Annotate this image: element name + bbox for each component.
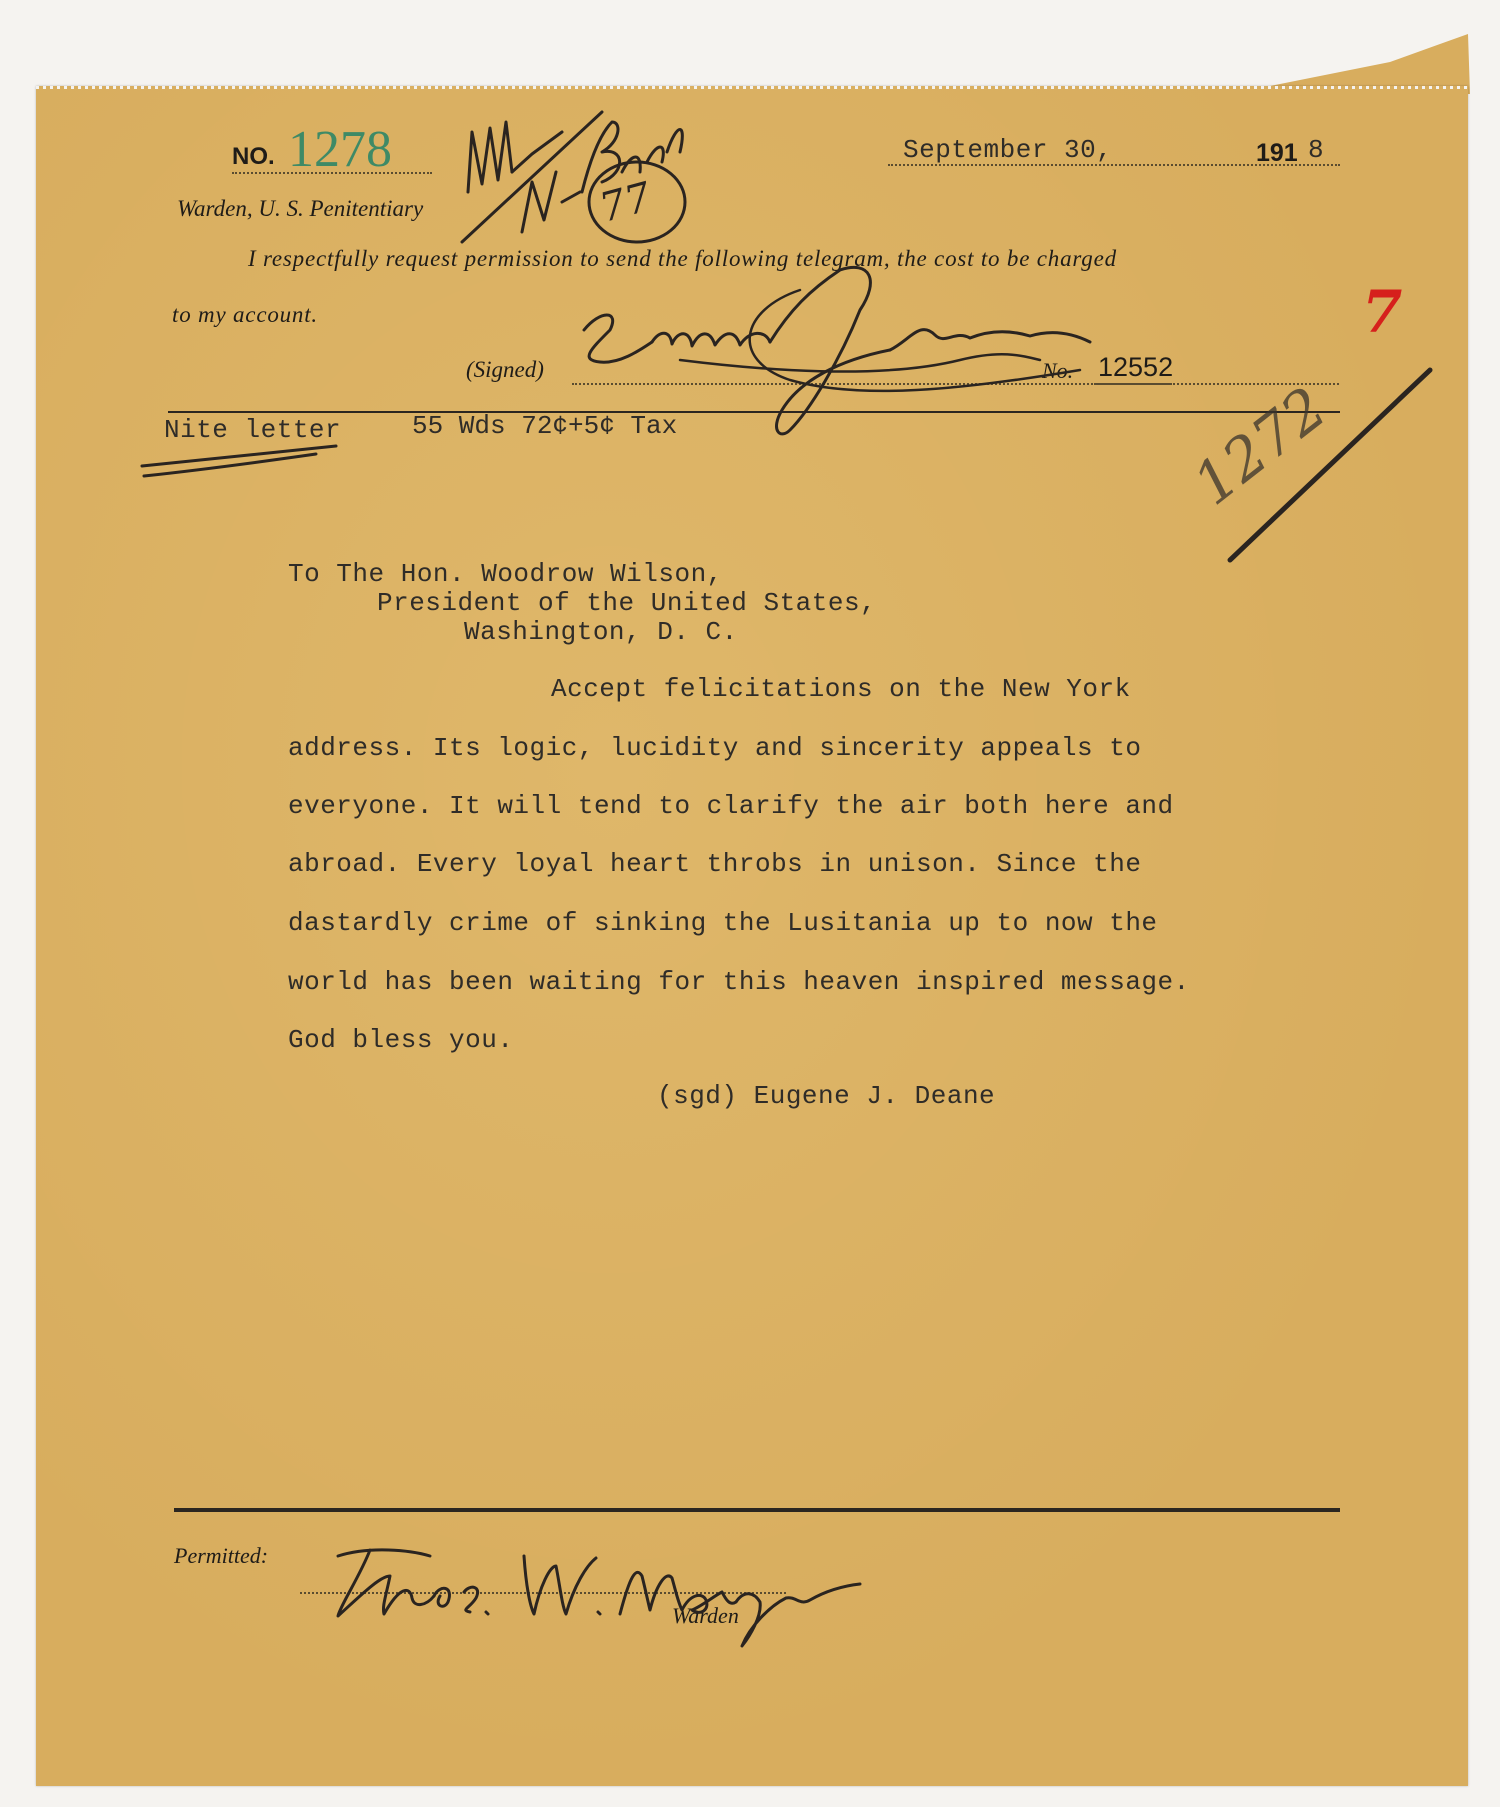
signed-label: (Signed) [466,357,544,382]
handwritten-margin-initials [452,92,712,252]
body-line-5: dastardly crime of sinking the Lusitania up to now the [288,908,1158,938]
address-line-3: Washington, D. C. [464,617,738,647]
form-date: September 30, [903,135,1113,165]
address-line-2: President of the United States, [377,588,877,618]
number-dotted-line [232,172,432,174]
body-line-3: everyone. It will tend to clarify the air both here and [288,791,1174,821]
request-line-2: to my account. [172,302,318,327]
permitted-label: Permitted: [174,1543,269,1568]
handwritten-red-mark: 7 [1362,278,1403,346]
body-line-4: abroad. Every loyal heart throbs in unison. Since the [288,849,1142,879]
warden-label: Warden [672,1603,739,1628]
body-line-2: address. Its logic, lucidity and sincerity appeals to [288,733,1142,763]
request-line-1: I respectfully request permission to send the following telegram, the cost to be charged [248,246,1117,271]
telegram-type: Nite letter [164,415,342,445]
form-number-label: NO. [232,143,275,170]
body-line-1: Accept felicitations on the New York [551,674,1131,704]
inmate-number-label: No. [1042,358,1074,383]
perforated-edge [36,86,1468,89]
body-line-7: God bless you. [288,1025,514,1055]
handwritten-underline-strokes [140,440,340,480]
handwritten-diagonal-number: 1272 [1180,373,1339,519]
handwritten-warden-signature [330,1536,870,1656]
handwritten-margin-number: 77 [594,174,656,232]
inmate-number: 12552 [1098,352,1174,382]
year-suffix: 8 [1308,135,1325,165]
torn-paper-corner [1270,34,1470,94]
address-line-1: To The Hon. Woodrow Wilson, [288,559,723,589]
footer-rule [174,1508,1340,1512]
warden-addressee: Warden, U. S. Penitentiary [177,196,424,221]
body-line-6: world has been waiting for this heaven inspired message. [288,967,1190,997]
year-prefix: 191 [1256,139,1298,167]
pencil-slash-mark [1220,360,1440,580]
form-number-value: 1278 [288,121,392,178]
telegram-closing: (sgd) Eugene J. Deane [657,1081,996,1111]
handwritten-words-count: 55 Wds 72¢+5¢ Tax [412,411,678,441]
